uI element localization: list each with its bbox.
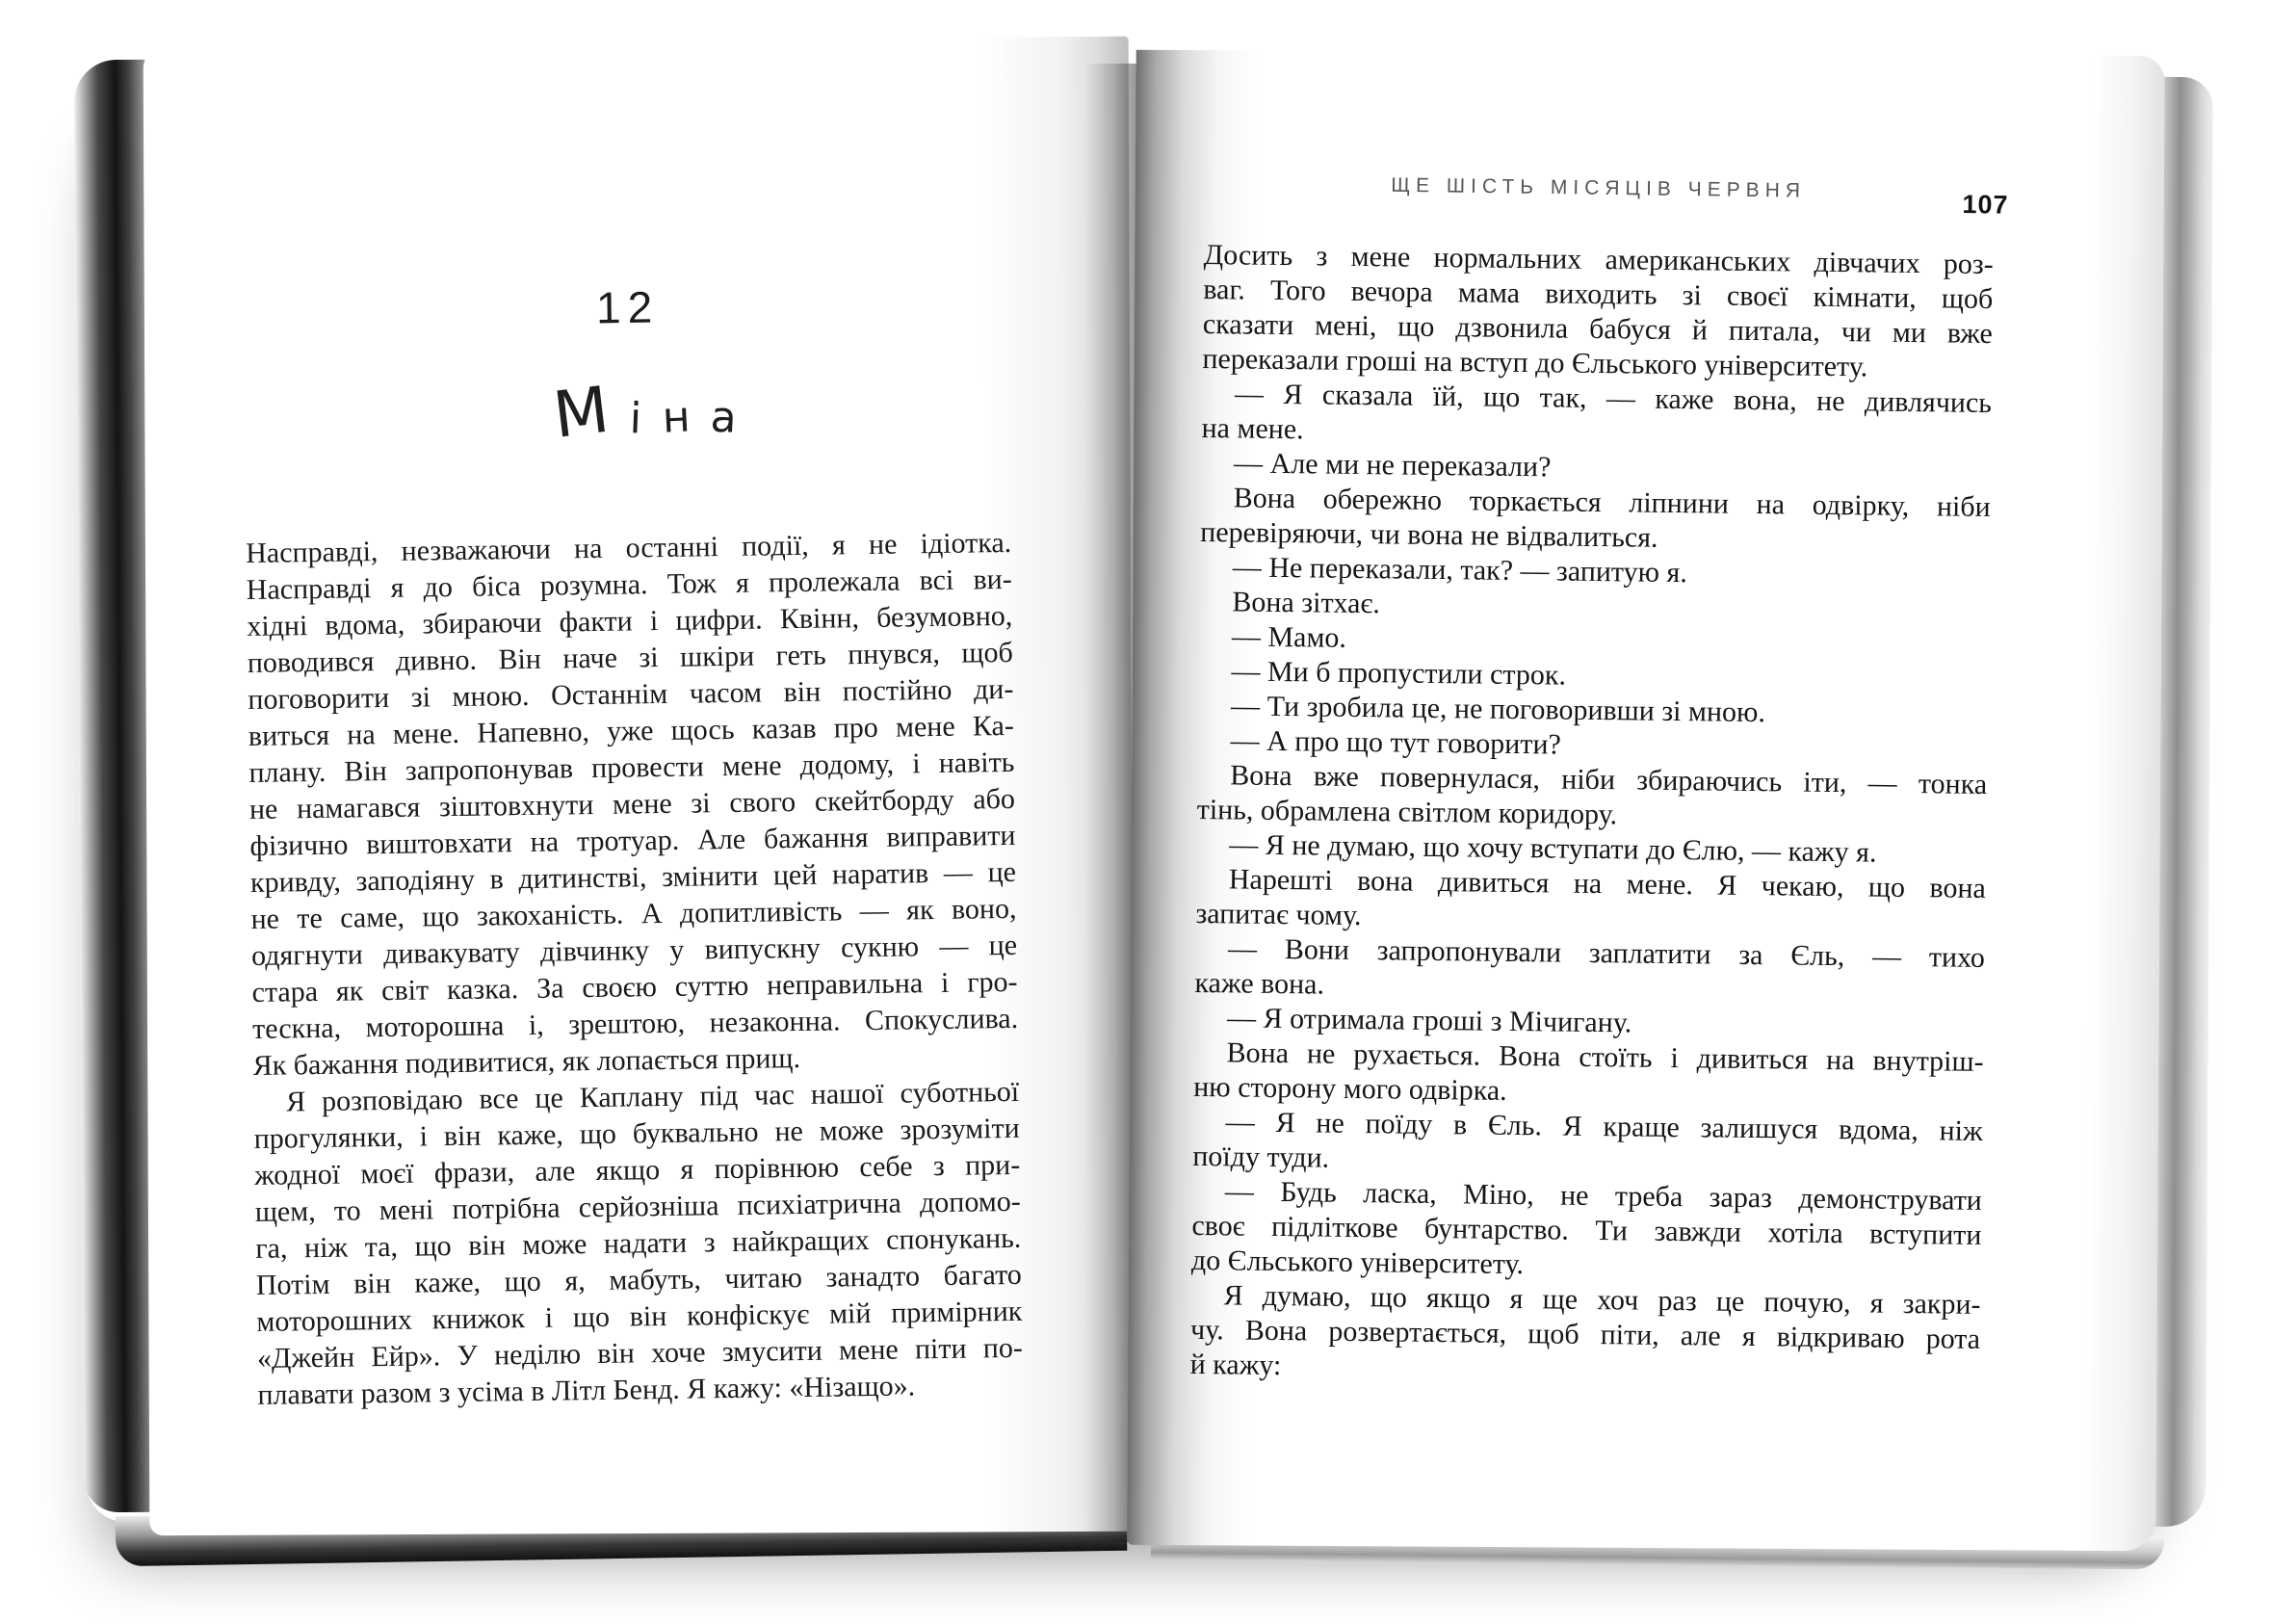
chapter-number: 12 bbox=[595, 281, 660, 333]
text-line: запитає чому. bbox=[1195, 897, 1362, 932]
text-line: Я розповідаю все це Каплану під час нашої суботньої bbox=[285, 1075, 1020, 1118]
running-header: ЩЕ ШІСТЬ МІСЯЦІВ ЧЕРВНЯ bbox=[1391, 173, 1807, 202]
text-line: фізично виштовхати на тротуар. Але бажання виправити bbox=[249, 819, 1016, 862]
text-line: моторошних книжок і що він конфіскує мій примірник bbox=[256, 1295, 1023, 1338]
text-line: до Єльського університету. bbox=[1190, 1244, 1525, 1281]
right-page-header-row bbox=[1203, 166, 2009, 234]
chapter-title bbox=[246, 368, 1012, 453]
paragraph bbox=[1193, 1035, 1984, 1114]
title-letter: М bbox=[549, 372, 613, 453]
text-line: прогулянки, і він каже, що буквально не може зрозуміти bbox=[253, 1112, 1020, 1155]
text-line: Вона обережно торкається ліпнини на одвірку, ніби bbox=[1233, 482, 1991, 523]
title-letter: і bbox=[629, 394, 643, 444]
text-line: — Але ми не переказали? bbox=[1233, 447, 1552, 484]
text-line: ваг. Того вечора мама виходить зі своєї кімнати, щоб bbox=[1203, 273, 1994, 316]
paragraph bbox=[1194, 931, 1985, 1010]
text-line: Насправді я до біса розумна. Тож я пролежала всі ви- bbox=[246, 563, 1012, 606]
text-line: й кажу: bbox=[1189, 1348, 1282, 1382]
text-line: тескна, моторошна і, зрештою, незаконна. Спокуслива. bbox=[251, 1002, 1019, 1045]
paragraph bbox=[1201, 377, 1992, 456]
title-letter: а bbox=[708, 392, 738, 443]
paragraph bbox=[253, 1074, 1024, 1414]
text-line: — Вони запропонували заплатити за Єль, — тихо bbox=[1227, 932, 1986, 974]
paragraph bbox=[1195, 862, 1986, 941]
text-line: — Ми б пропустили строк. bbox=[1231, 655, 1567, 692]
text-line: — Мамо. bbox=[1231, 620, 1347, 654]
text-line: Як бажання подивитися, як лопається прищ. bbox=[252, 1042, 801, 1082]
text-line: чу. Вона розвертається, щоб піти, але я відкриваю рота bbox=[1189, 1313, 1981, 1355]
paragraph bbox=[246, 525, 1019, 1085]
text-line: одягнути дивакувату дівчинку у випускну сукню — це bbox=[250, 929, 1018, 972]
paragraph bbox=[1200, 481, 1991, 560]
text-line: кривду, заподіяну в дитинстві, змінити цей наратив — це bbox=[249, 855, 1017, 899]
text-line: Я думаю, що якщо я ще хоч раз це почую, я закри- bbox=[1223, 1279, 1981, 1321]
text-line: перевіряючи, чи вона не відвалиться. bbox=[1200, 515, 1658, 554]
text-line: сказати мені, що дзвонила бабуся й питала, чи ми вже bbox=[1202, 307, 1994, 351]
text-line: — Я не думаю, що хочу вступати до Єлю, — кажу я. bbox=[1229, 828, 1877, 869]
text-line: не те саме, що закоханість. А допитливість — як воно, bbox=[250, 892, 1017, 935]
text-line: — Не переказали, так? — запитую я. bbox=[1232, 551, 1688, 589]
text-line: Досить з мене нормальних американських дівчачих роз- bbox=[1203, 238, 1994, 281]
text-line: плану. Він запропонував провести мене додому, і навіть bbox=[248, 746, 1015, 789]
text-line: хідні вдома, збираючи факти і цифри. Квінн, безумовно, bbox=[247, 599, 1013, 642]
text-line: — Будь ласка, Міно, не треба зараз демонструвати bbox=[1224, 1175, 1983, 1217]
left-page-text bbox=[246, 525, 1024, 1414]
text-line: щем, то мені потрібна серйозніша психіатрична допомо- bbox=[254, 1185, 1021, 1228]
right-page-text bbox=[1189, 238, 1993, 1392]
text-line: жодної моєї фрази, але якщо я порівнюю себе з при- bbox=[254, 1148, 1021, 1192]
paragraph bbox=[1192, 1105, 1983, 1184]
text-line: переказали гроші на вступ до Єльського університету. bbox=[1202, 342, 1868, 383]
paragraph bbox=[1189, 1278, 1980, 1392]
text-line: своє підліткове бунтарство. Ти завжди хотіла вступити bbox=[1191, 1209, 1982, 1251]
text-line: га, ніж та, що він може надати з найкращих спонукань. bbox=[255, 1221, 1022, 1265]
text-line: не намагався зіштовхнути мене зі свого скейтборду або bbox=[248, 782, 1016, 825]
text-line: на мене. bbox=[1201, 411, 1304, 446]
text-line: поїду туди. bbox=[1192, 1139, 1330, 1174]
text-line: — Я отримала гроші з Мічигану. bbox=[1226, 1002, 1632, 1039]
text-line: ню сторону мого одвірка. bbox=[1193, 1070, 1507, 1107]
text-line: поводився дивно. Він наче зі шкіри геть пнувся, щоб bbox=[247, 636, 1014, 679]
text-line: виться на мене. Напевно, уже щось казав про мене Ка- bbox=[248, 709, 1015, 752]
text-line: поговорити зі мною. Останнім часом він постійно ди- bbox=[248, 672, 1014, 716]
text-line: Насправді, незважаючи на останні події, я не ідіотка. bbox=[246, 526, 1012, 569]
title-letter: н bbox=[661, 392, 692, 443]
text-line: — Ти зробила це, не поговоривши зі мною. bbox=[1230, 690, 1766, 729]
page-number: 107 bbox=[1962, 189, 2009, 220]
text-line: Вона вже повернулася, ніби збираючись іти, — тонка bbox=[1229, 759, 1988, 800]
text-line: — Я сказала їй, що так, — каже вона, не дивлячись bbox=[1234, 378, 1993, 420]
text-line: Потім він каже, що я, мабуть, читаю занадто багато bbox=[255, 1258, 1023, 1301]
text-line: Вона не рухається. Вона стоїть і дивиться на внутріш- bbox=[1226, 1036, 1984, 1078]
text-line: — Я не поїду в Єль. Я краще залишуся вдома, ніж bbox=[1225, 1106, 1983, 1147]
text-line: каже вона. bbox=[1194, 966, 1325, 1001]
text-line: плавати разом з усіма в Літл Бенд. Я кажу: «Нізащо». bbox=[257, 1370, 916, 1411]
text-line: Нарешті вона дивиться на мене. Я чекаю, що вона bbox=[1228, 863, 1987, 904]
chapter-heading bbox=[245, 275, 1012, 453]
text-line: Вона зітхає. bbox=[1232, 586, 1381, 620]
text-line: тінь, обрамлена світлом коридору. bbox=[1196, 793, 1618, 831]
text-line: стара як світ казка. За своєю суттю неправильна і гро- bbox=[251, 965, 1018, 1008]
paragraph bbox=[1197, 758, 1988, 837]
text-line: «Джейн Ейр». У неділю він хоче змусити мене піти по- bbox=[256, 1331, 1024, 1375]
paragraph bbox=[1202, 238, 1994, 386]
text-line: — А про що тут говорити? bbox=[1230, 724, 1562, 761]
paragraph bbox=[1191, 1174, 1982, 1288]
